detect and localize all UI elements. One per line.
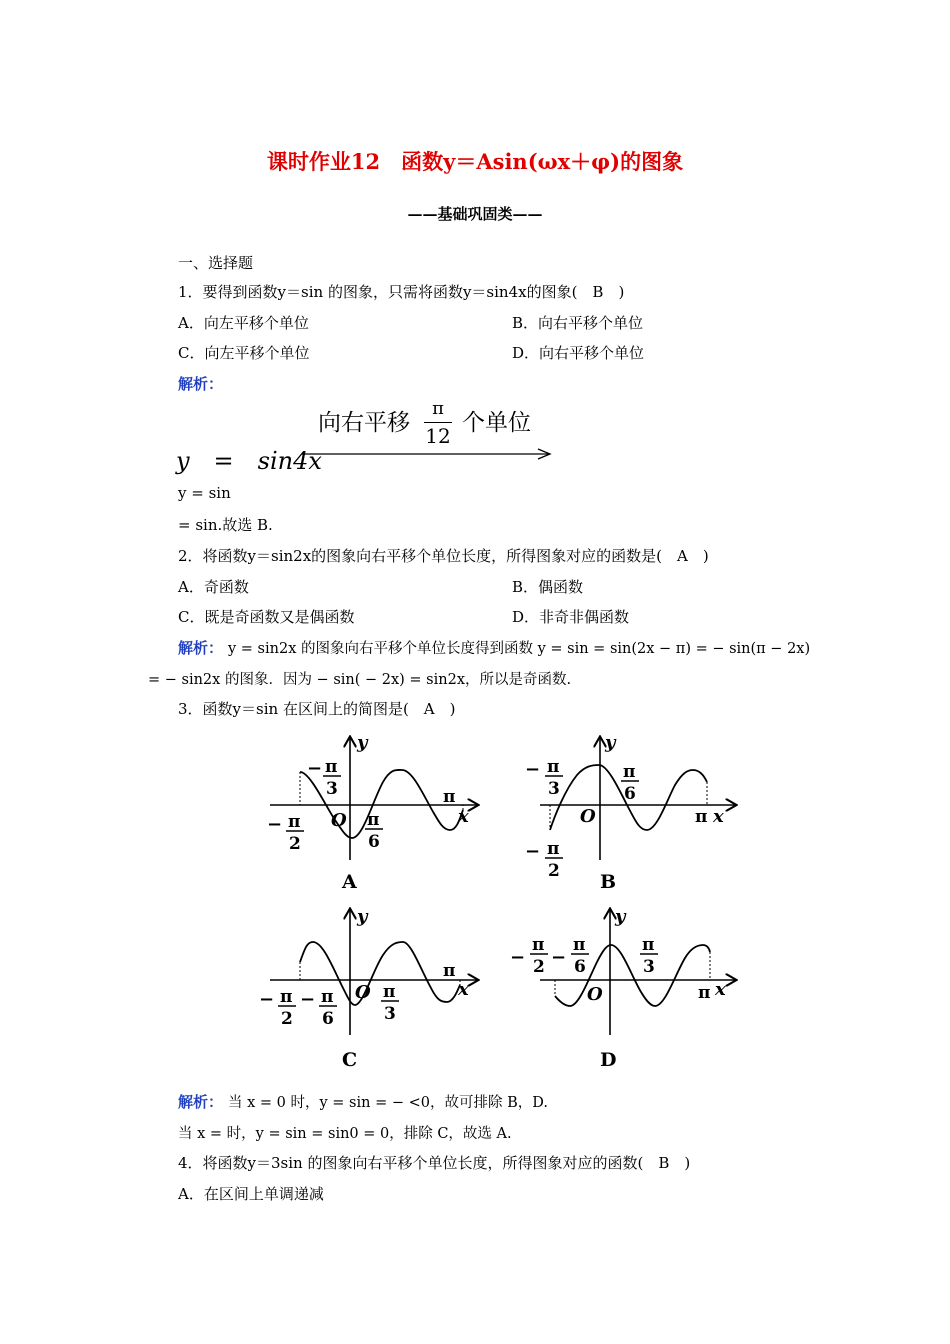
section-subtitle: ——基础巩固类——: [407, 205, 543, 223]
svg-text:π: π: [325, 757, 338, 777]
svg-text:π: π: [367, 810, 380, 830]
q2-stem: 2．将函数y＝sin2x的图象向右平移个单位长度，所得图象对应的函数是( A ): [178, 547, 709, 565]
svg-text:3: 3: [548, 779, 560, 799]
svg-text:π: π: [383, 982, 396, 1002]
q1-jiexi-label: 解析：: [178, 375, 224, 393]
svg-text:2: 2: [548, 861, 560, 881]
svg-text:6: 6: [322, 1009, 334, 1029]
svg-text:−: −: [300, 989, 316, 1010]
arrow-frac-num: π: [432, 398, 444, 419]
q1-option-d: D．向右平移个单位: [512, 344, 645, 362]
q1-option-b: B．向右平移个单位: [512, 314, 644, 332]
svg-text:2: 2: [289, 834, 301, 854]
svg-text:π: π: [547, 757, 560, 777]
page-title: 课时作业12 函数y＝Asin(ωx＋φ)的图象: [266, 149, 684, 174]
q2-jiexi-label: 解析：: [178, 639, 224, 657]
q2-option-d: D．非奇非偶函数: [512, 608, 630, 626]
svg-text:π: π: [288, 812, 301, 832]
arrow-frac-bar: [424, 422, 452, 423]
graph-a: [267, 732, 477, 893]
svg-text:3: 3: [384, 1004, 396, 1024]
graph-a-x-label: x: [458, 806, 469, 827]
graph-c: [259, 906, 477, 1071]
svg-text:y: y: [615, 906, 626, 927]
arrow-label: 向右平移: [318, 410, 410, 436]
graph-b-caption: B: [600, 871, 617, 893]
q2-jiexi-text: y = sin2x 的图象向右平移个单位长度得到函数 y = sin = sin(2x − π) = − sin(π − 2x): [228, 641, 811, 657]
svg-text:π: π: [443, 787, 456, 807]
q4-option-a: A．在区间上单调递减: [178, 1185, 324, 1203]
svg-text:3: 3: [643, 957, 655, 977]
svg-text:6: 6: [368, 832, 380, 852]
arrow-right-icon: [300, 446, 556, 462]
svg-text:y: y: [605, 732, 616, 753]
svg-text:x: x: [715, 979, 726, 1000]
graph-a-caption: A: [342, 871, 357, 893]
svg-text:2: 2: [281, 1009, 293, 1029]
svg-text:O: O: [580, 806, 596, 827]
q4-stem: 4．将函数y＝3sin 的图象向右平移个单位长度，所得图象对应的函数( B ): [178, 1154, 691, 1172]
q2-jiexi-text2: = − sin2x 的图象．因为 − sin( − 2x) = sin2x，所以是奇函数.: [148, 672, 572, 688]
svg-text:−: −: [510, 947, 526, 968]
q3-graphs: [255, 730, 745, 1075]
svg-text:−: −: [525, 841, 541, 862]
svg-text:π: π: [280, 987, 293, 1007]
svg-text:6: 6: [574, 957, 586, 977]
graph-a-curve: [300, 770, 463, 838]
svg-text:π: π: [695, 807, 708, 827]
q1-line2: y = sin: [178, 484, 231, 502]
svg-text:x: x: [713, 806, 724, 827]
svg-text:−: −: [259, 989, 275, 1010]
q3-stem: 3．函数y＝sin 在区间上的简图是( A ): [178, 700, 456, 718]
q2-option-a: A．奇函数: [178, 578, 249, 596]
svg-text:π: π: [698, 983, 711, 1003]
svg-text:π: π: [573, 935, 586, 955]
q1-option-a: A．向左平移个单位: [178, 314, 309, 332]
graph-d-caption: D: [600, 1049, 617, 1071]
svg-text:π: π: [532, 935, 545, 955]
q1-stem: 1．要得到函数y＝sin 的图象，只需将函数y＝sin4x的图象( B ): [178, 283, 625, 301]
svg-text:2: 2: [533, 957, 545, 977]
section-heading: 一、选择题: [178, 254, 254, 272]
svg-text:π: π: [623, 762, 636, 782]
arrow-label-after: 个单位: [462, 410, 531, 436]
svg-text:π: π: [321, 987, 334, 1007]
arrow-frac-den: 12: [425, 424, 451, 448]
graph-d: [510, 906, 735, 1071]
svg-text:O: O: [587, 984, 603, 1005]
q1-line3: = sin.故选 B.: [178, 516, 273, 534]
svg-text:−: −: [525, 759, 541, 780]
graph-b: [525, 732, 735, 893]
svg-text:−: −: [551, 947, 567, 968]
svg-text:π: π: [547, 839, 560, 859]
svg-text:x: x: [458, 979, 469, 1000]
svg-text:O: O: [355, 982, 371, 1003]
svg-text:π: π: [443, 961, 456, 981]
svg-text:−: −: [267, 814, 283, 835]
arrow-left-expr: y = sin4x: [176, 447, 322, 475]
q2-option-b: B．偶函数: [512, 578, 584, 596]
graph-a-origin: O: [331, 810, 347, 831]
svg-text:π: π: [642, 935, 655, 955]
q3-jiexi-text: 当 x = 0 时，y = sin = − <0，故可排除 B，D.: [228, 1095, 548, 1111]
graph-c-caption: C: [342, 1049, 358, 1071]
q2-option-c: C．既是奇函数又是偶函数: [178, 608, 355, 626]
q1-option-c: C．向左平移个单位: [178, 344, 310, 362]
svg-text:−: −: [307, 758, 323, 779]
graph-a-y-label: y: [357, 732, 368, 753]
svg-text:6: 6: [624, 784, 636, 804]
svg-text:3: 3: [326, 779, 338, 799]
svg-text:y: y: [357, 906, 368, 927]
q3-jiexi-text2: 当 x = 时，y = sin = sin0 = 0，排除 C，故选 A.: [178, 1126, 512, 1142]
q3-jiexi-label: 解析：: [178, 1093, 224, 1111]
